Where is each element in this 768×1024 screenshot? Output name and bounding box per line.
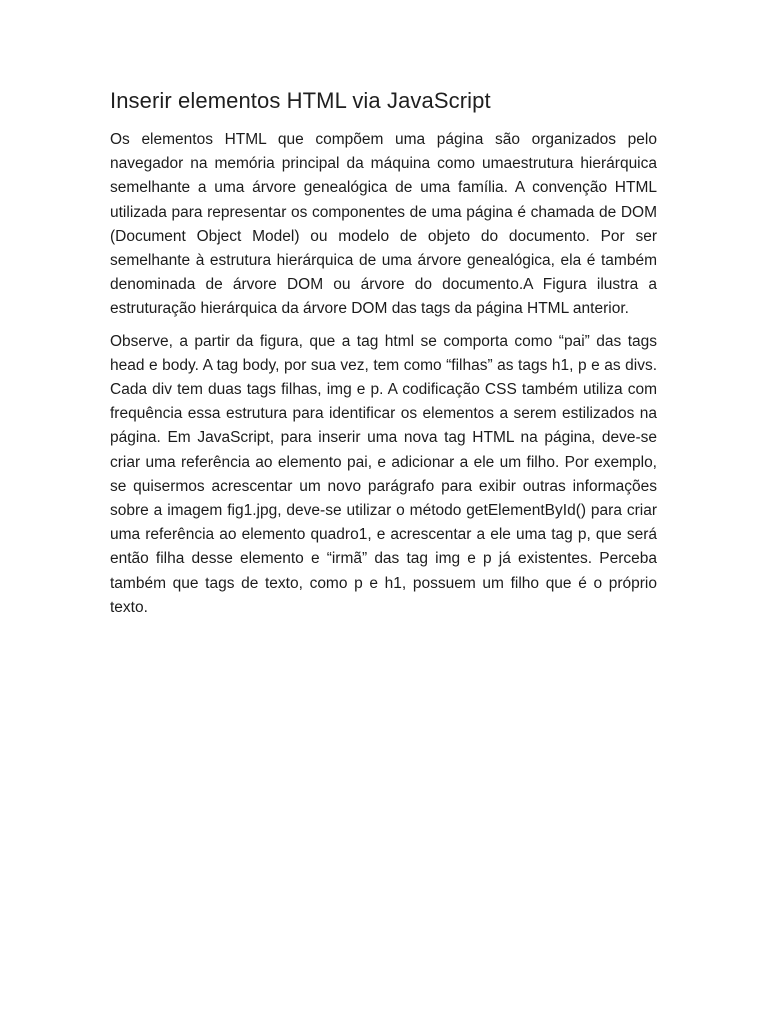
document-body bbox=[110, 86, 657, 628]
paragraph-dom-example: Observe, a partir da figura, que a tag html se comporta como “pai” das tags head e body. A tag body, por sua vez, tem como “filhas” as tags h1, p e as divs. Cada div tem duas tags filhas, img e p. A codificação CSS também utiliza com frequência essa estrutura para identificar os elementos a serem estilizados na página. Em JavaScript, para inserir uma nova tag HTML na página, deve-se criar uma referência ao elemento pai, e adicionar a ele um filho. Por exemplo, se quisermos acrescentar um novo parágrafo para exibir outras informações sobre a imagem fig1.jpg, deve-se utilizar o método getElementById() para criar uma referência ao elemento quadro1, e acrescentar a ele uma tag p, que será então filha desse elemento e “irmã” das tag img e p já existentes. Perceba também que tags de texto, como p e h1, possuem um filho que é o próprio texto. bbox=[110, 332, 657, 616]
paragraph-dom-intro: Os elementos HTML que compõem uma página são organizados pelo navegador na memória principal da máquina como umaestrutura hierárquica semelhante a uma árvore genealógica de uma família. A convenção HTML utilizada para representar os componentes de uma página é chamada de DOM (Document Object Model) ou modelo de objeto do documento. Por ser semelhante à estrutura hierárquica de uma árvore genealógica, ela é também denominada de árvore DOM ou árvore do documento.A Figura ilustra a estruturação hierárquica da árvore DOM das tags da página HTML anterior. bbox=[110, 131, 657, 318]
page-title: Inserir elementos HTML via JavaScript bbox=[110, 88, 491, 113]
